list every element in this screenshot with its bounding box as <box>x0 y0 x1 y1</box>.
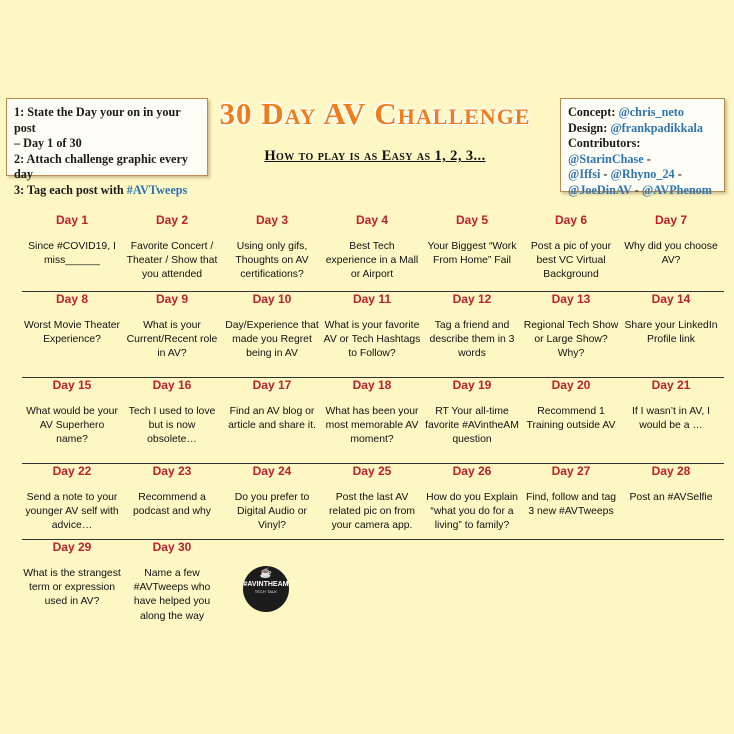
logo-text: #AVINTHEAM <box>243 581 289 588</box>
day-cell <box>422 212 522 268</box>
day-cell <box>322 377 422 448</box>
day-prompt: Since #COVID19, I miss______ <box>28 241 116 267</box>
day-prompt: Send a note to your younger AV self with advice… <box>25 492 119 532</box>
separator: - <box>600 167 608 181</box>
day-label: Day 19 <box>452 378 492 392</box>
day-cell <box>222 212 322 283</box>
day-prompt: Tag a friend and describe them in 3 words <box>429 320 515 360</box>
day-prompt: Post the last AV related pic on from your camera app. <box>328 492 416 532</box>
day-prompt: Recommend 1 Training outside AV <box>526 406 616 432</box>
day-label: Day 12 <box>452 292 492 306</box>
day-cell <box>222 377 322 433</box>
day-label: Day 9 <box>155 292 189 306</box>
day-prompt: What would be your AV Superhero name? <box>26 406 118 446</box>
day-label: Day 5 <box>455 213 489 227</box>
day-label: Day 23 <box>152 464 192 478</box>
day-prompt: Do you prefer to Digital Audio or Vinyl? <box>234 492 310 532</box>
day-prompt: Worst Movie Theater Experience? <box>23 320 121 346</box>
day-label: Day 27 <box>551 464 591 478</box>
day-prompt: What is your favorite AV or Tech Hashtags to Follow? <box>323 320 421 360</box>
day-cell <box>422 463 522 534</box>
day-cell <box>222 291 322 362</box>
day-prompt: How do you Explain “what you do for a living” to family? <box>426 492 518 532</box>
day-prompt: If I wasn’t in AV, I would be a … <box>632 406 710 432</box>
day-cell <box>222 463 322 534</box>
day-cell <box>22 463 122 534</box>
day-label: Day 28 <box>651 464 691 478</box>
day-label: Day 16 <box>152 378 192 392</box>
separator: - <box>674 167 682 181</box>
day-prompt: Favorite Concert / Theater / Show that you attended <box>126 241 218 281</box>
day-prompt: Best Tech experience in a Mall or Airport <box>325 241 419 281</box>
day-cell <box>621 463 721 505</box>
day-prompt: RT Your all-time favorite #AVintheAM question <box>425 406 519 446</box>
credits-box <box>560 98 725 197</box>
instruction-line-3: 2: Attach challenge graphic every day <box>14 151 188 181</box>
contributor-handle-4: @JoeDinAV <box>568 182 632 197</box>
logo-subtext: TECH TALK <box>254 590 278 594</box>
day-label: Day 20 <box>551 378 591 392</box>
day-label: Day 3 <box>255 213 289 227</box>
day-cell <box>521 212 621 283</box>
contributors-label: Contributors: <box>568 136 641 150</box>
day-label: Day 25 <box>352 464 392 478</box>
instruction-line-4 <box>14 183 200 199</box>
day-cell <box>621 212 721 268</box>
day-cell <box>521 377 621 433</box>
day-prompt: Day/Experience that made you Regret being in AV <box>225 320 319 360</box>
day-label: Day 24 <box>252 464 292 478</box>
day-prompt: Why did you choose AV? <box>624 241 718 267</box>
day-label: Day 6 <box>554 213 588 227</box>
day-label: Day 21 <box>651 378 691 392</box>
day-prompt: Name a few #AVTweeps who have helped you along the way <box>133 568 211 622</box>
separator: - <box>643 151 651 166</box>
day-label: Day 18 <box>352 378 392 392</box>
day-label: Day 10 <box>252 292 292 306</box>
day-cell <box>122 291 222 362</box>
design-label: Design: <box>568 120 608 135</box>
page-title: 30 Day AV Challenge <box>219 96 531 131</box>
instruction-line-2: – Day 1 of 30 <box>14 136 82 150</box>
day-prompt: Share your LinkedIn Profile link <box>624 320 718 346</box>
avintheam-logo <box>243 566 289 612</box>
day-cell <box>122 377 222 448</box>
day-label: Day 4 <box>355 213 389 227</box>
design-line <box>568 121 717 137</box>
contributors-line-1 <box>568 136 717 167</box>
day-label: Day 22 <box>52 464 92 478</box>
day-label: Day 14 <box>651 292 691 306</box>
day-cell <box>521 291 621 362</box>
day-cell <box>621 377 721 433</box>
separator: - <box>631 182 639 197</box>
hashtag-avtweeps: #AVTweeps <box>126 182 188 197</box>
day-label: Day 26 <box>452 464 492 478</box>
contributor-handle-3: @Rhyno_24 <box>610 167 675 181</box>
day-prompt: Tech I used to love but is now obsolete… <box>128 406 216 446</box>
day-cell <box>422 377 522 448</box>
coffee-cup-icon: ☕ <box>259 568 273 579</box>
contributor-handle-2: @Iffsi <box>568 167 601 181</box>
day-prompt: What is your Current/Recent role in AV? <box>126 320 218 360</box>
day-label: Day 11 <box>352 292 392 306</box>
day-prompt: Post an #AVSelfie <box>629 492 713 503</box>
day-prompt: Your Biggest “Work From Home” Fail <box>427 241 517 267</box>
day-label: Day 1 <box>55 213 89 227</box>
day-cell <box>22 377 122 448</box>
day-label: Day 7 <box>654 213 688 227</box>
concept-line <box>568 105 717 121</box>
instruction-line-4-text: 3: Tag each post with <box>14 182 127 197</box>
day-prompt: Post a pic of your best VC Virtual Background <box>530 241 612 281</box>
day-label: Day 13 <box>551 292 591 306</box>
day-label: Day 29 <box>52 540 92 554</box>
concept-label: Concept: <box>568 105 616 119</box>
day-prompt: Regional Tech Show or Large Show? Why? <box>523 320 619 360</box>
day-prompt: Find an AV blog or article and share it. <box>228 406 316 432</box>
page-subtitle: How to play is as Easy as 1, 2, 3... <box>264 148 486 164</box>
day-label: Day 17 <box>252 378 292 392</box>
day-label: Day 2 <box>155 213 189 227</box>
day-cell <box>322 463 422 534</box>
concept-handle: @chris_neto <box>618 105 684 119</box>
day-prompt: Using only gifs, Thoughts on AV certifications? <box>235 241 309 281</box>
instruction-line-1: 1: State the Day your on in your post <box>14 105 181 135</box>
contributors-line-2 <box>568 167 717 183</box>
day-cell <box>122 463 222 519</box>
day-label: Day 8 <box>55 292 89 306</box>
day-prompt: What is the strangest term or expression used in AV? <box>23 568 121 608</box>
day-cell <box>521 463 621 519</box>
contributors-line-3 <box>568 183 717 199</box>
day-cell <box>322 291 422 362</box>
day-label: Day 30 <box>152 540 192 554</box>
day-cell <box>122 212 222 283</box>
instructions-box <box>6 98 208 197</box>
design-handle: @frankpadikkala <box>610 120 703 135</box>
day-prompt: Recommend a podcast and why <box>133 492 211 518</box>
day-cell <box>22 539 122 610</box>
contributor-handle-5: @AVPhenom <box>641 182 712 197</box>
contributor-handle-1: @StarinChase <box>568 151 644 166</box>
day-cell <box>621 291 721 347</box>
day-cell <box>422 291 522 362</box>
day-cell <box>122 539 222 624</box>
day-label: Day 15 <box>52 378 92 392</box>
day-cell <box>22 212 122 268</box>
day-prompt: What has been your most memorable AV moment? <box>325 406 419 446</box>
day-prompt: Find, follow and tag 3 new #AVTweeps <box>525 492 617 518</box>
day-cell <box>322 212 422 283</box>
day-cell <box>22 291 122 347</box>
